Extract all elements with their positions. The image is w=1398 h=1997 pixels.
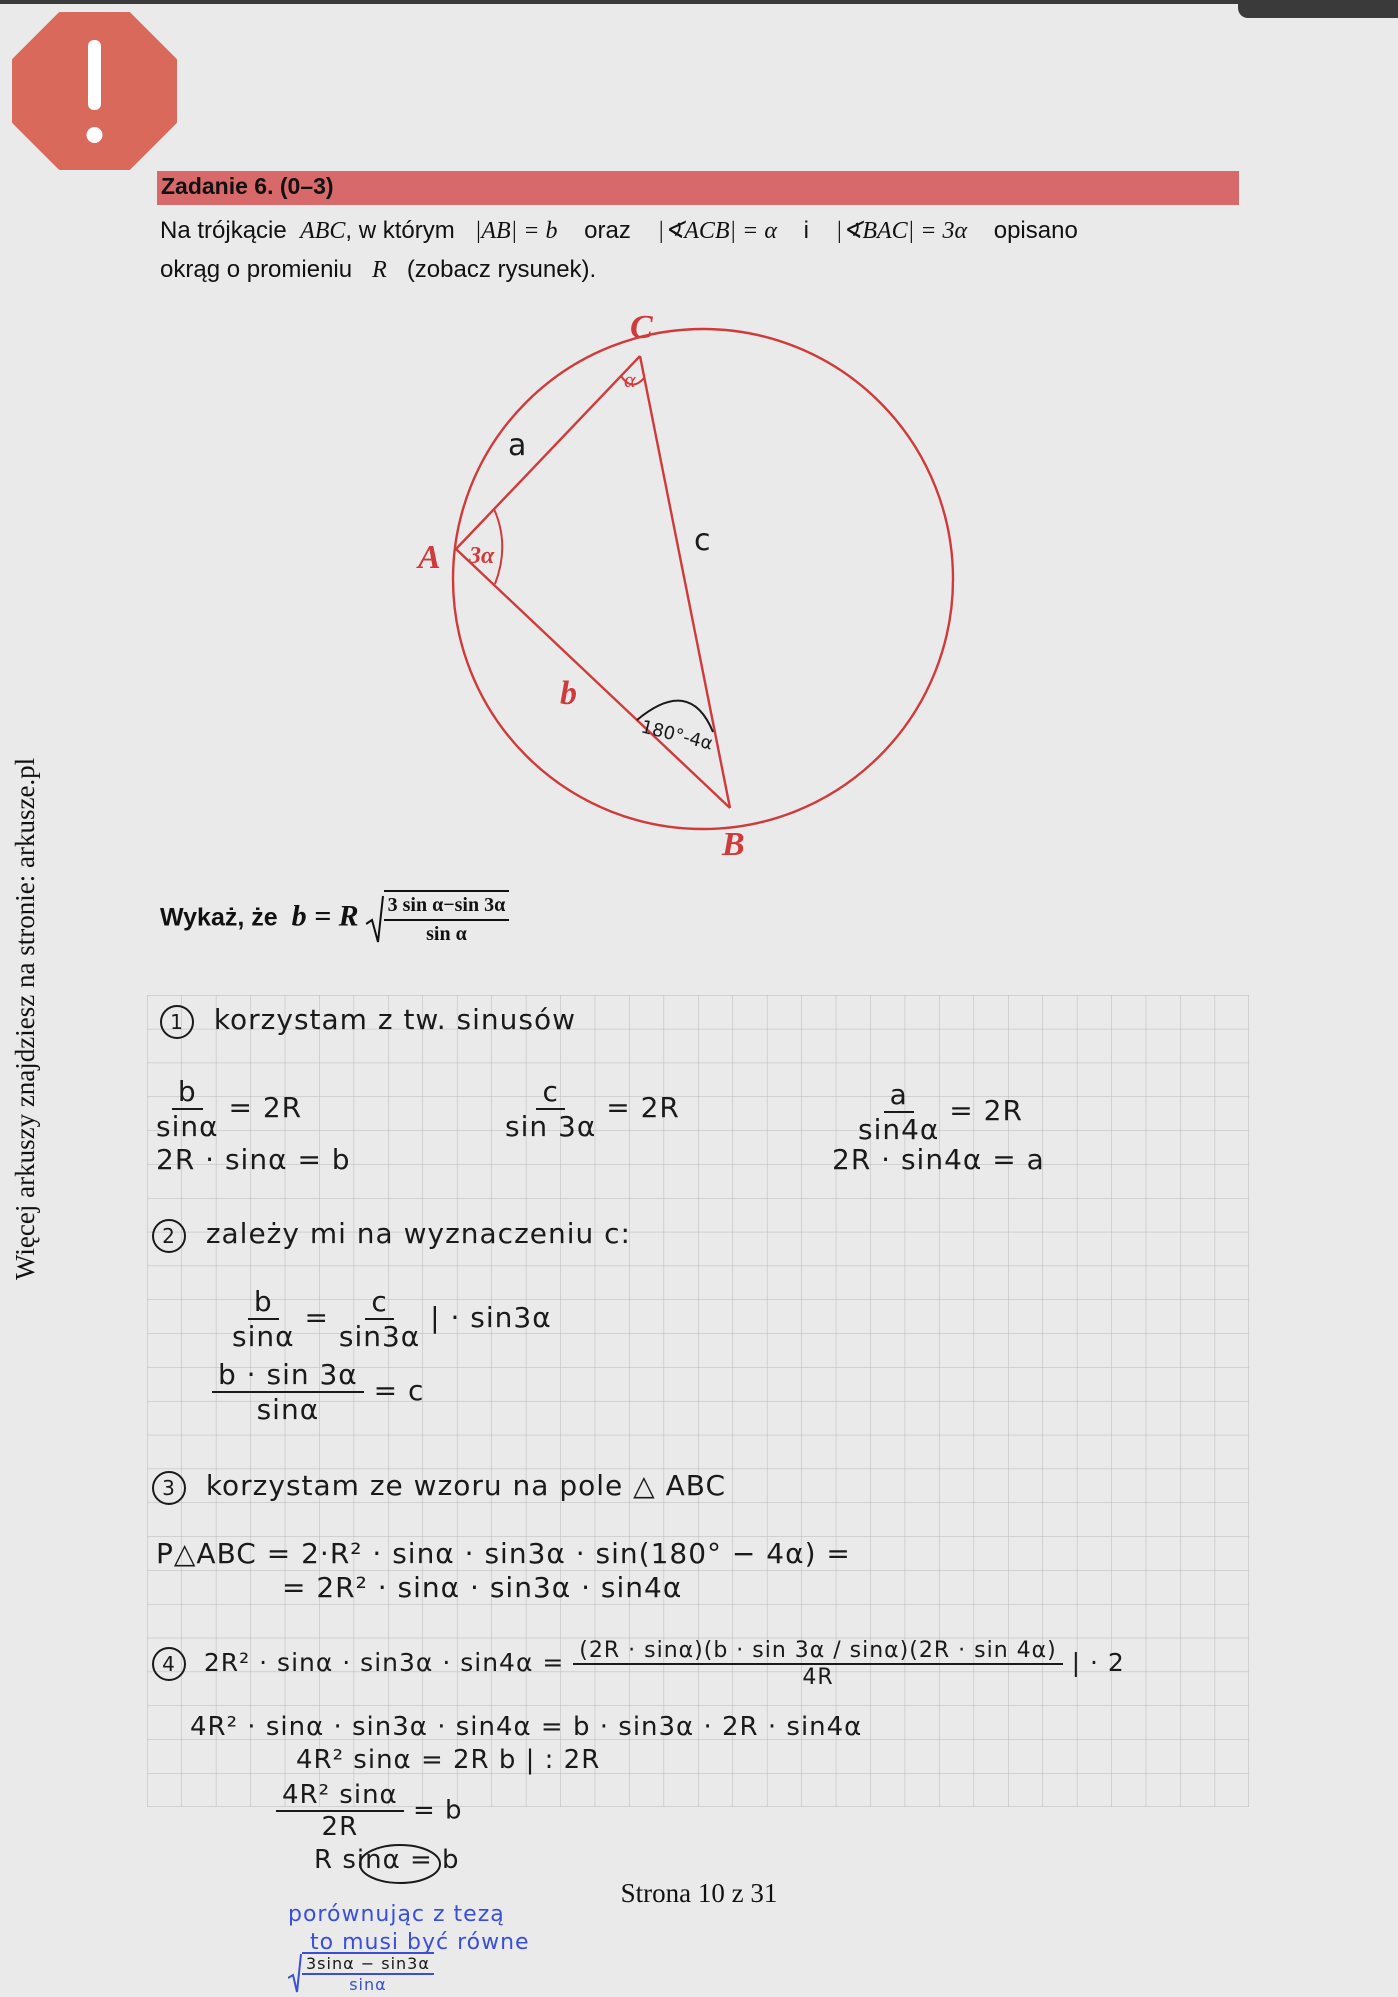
note-denominator: sinα bbox=[349, 1975, 387, 1994]
step-2 bbox=[152, 1217, 631, 1253]
step-4 bbox=[152, 1638, 1125, 1690]
sqrt-sign bbox=[366, 894, 384, 944]
side-note: Więcej arkuszy znajdziesz na stronie: arkusze.pl bbox=[10, 757, 40, 1280]
numerator: c bbox=[536, 1075, 564, 1110]
fraction bbox=[858, 1078, 939, 1146]
fraction bbox=[339, 1285, 420, 1353]
prove-numerator: 3 sin α−sin 3α bbox=[384, 892, 510, 921]
step-number: 4 bbox=[152, 1647, 186, 1681]
eq-3b: 2R · sin4α = a bbox=[832, 1143, 1045, 1176]
eq-11: R sinα = b bbox=[314, 1845, 460, 1875]
rhs: = 2R bbox=[606, 1091, 680, 1124]
note-sqrt bbox=[288, 1952, 434, 1994]
vertex-label-a: A bbox=[418, 539, 441, 576]
eq-1b: 2R · sinα = b bbox=[156, 1143, 351, 1176]
denominator: 4R bbox=[802, 1665, 834, 1690]
fraction bbox=[232, 1285, 295, 1353]
condition-acb: |∢ACB| = α bbox=[657, 218, 777, 244]
eq-10 bbox=[276, 1780, 463, 1842]
radius-symbol: R bbox=[372, 257, 387, 283]
hw-side-a: a bbox=[508, 428, 527, 463]
numerator: b bbox=[172, 1075, 203, 1110]
condition-ab: |AB| = b bbox=[474, 218, 558, 244]
text: Na trójkącie bbox=[160, 217, 287, 244]
note-numerator: 3sinα − sin3α bbox=[302, 1954, 434, 1975]
text: opisano bbox=[993, 217, 1078, 244]
denominator: sinα bbox=[232, 1320, 295, 1353]
text: (zobacz rysunek). bbox=[406, 256, 597, 283]
fraction bbox=[573, 1638, 1062, 1690]
step-rhs: | · 2 bbox=[1071, 1648, 1125, 1677]
step-1 bbox=[160, 1003, 576, 1039]
circumcircle bbox=[453, 329, 953, 829]
vertex-label-b: B bbox=[722, 826, 745, 863]
denominator: sin 3α bbox=[505, 1110, 597, 1143]
numerator: c bbox=[365, 1285, 393, 1320]
text: , w którym bbox=[345, 217, 455, 244]
rhs: = 2R bbox=[949, 1094, 1023, 1127]
prove-lhs: b = R bbox=[291, 899, 359, 933]
numerator: (2R · sinα)(b · sin 3α / sinα)(2R · sin 4α) bbox=[573, 1638, 1062, 1665]
note-line-2: to musi być równe bbox=[310, 1930, 530, 1955]
denominator: 2R bbox=[321, 1812, 359, 1842]
step-number: 3 bbox=[152, 1471, 186, 1505]
denominator: sinα bbox=[256, 1393, 320, 1426]
numerator: 4R² sinα bbox=[276, 1780, 404, 1812]
hw-angle-b: 180°-4α bbox=[638, 716, 715, 755]
fraction bbox=[505, 1075, 596, 1143]
numerator: b bbox=[248, 1285, 279, 1320]
denominator: sin3α bbox=[338, 1320, 421, 1353]
task-title: Zadanie 6. (0–3) bbox=[161, 173, 334, 199]
note-line-1: porównując z tezą bbox=[288, 1902, 505, 1927]
vertex-label-c: C bbox=[630, 309, 653, 346]
step-text: korzystam z tw. sinusów bbox=[213, 1003, 577, 1036]
step-lhs: 2R² · sinα · sin3α · sin4α = bbox=[203, 1648, 565, 1677]
prove-fraction bbox=[384, 890, 510, 948]
text: oraz bbox=[584, 217, 631, 244]
angle-label-a: 3α bbox=[469, 543, 495, 569]
eq-2 bbox=[505, 1075, 680, 1143]
denominator: sinα bbox=[156, 1110, 219, 1143]
rhs: = b bbox=[412, 1795, 463, 1826]
triangle-name: ABC bbox=[300, 218, 346, 244]
denominator: sin4α bbox=[858, 1113, 940, 1146]
step-text: korzystam ze wzoru na pole △ ABC bbox=[205, 1469, 727, 1502]
prove-label: Wykaż, że bbox=[160, 903, 278, 932]
numerator: b · sin 3α bbox=[212, 1358, 364, 1393]
numerator: a bbox=[884, 1078, 914, 1113]
eq-6: P△ABC = 2·R² · sinα · sin3α · sin(180° − 4α) = bbox=[156, 1537, 851, 1570]
angle-arc-a bbox=[494, 509, 502, 584]
step-number: 1 bbox=[160, 1005, 194, 1039]
side-ca bbox=[456, 356, 640, 549]
text: i bbox=[803, 217, 809, 244]
eq-3 bbox=[858, 1078, 1023, 1146]
fraction bbox=[156, 1075, 219, 1143]
equals: = bbox=[304, 1301, 329, 1334]
eq-5 bbox=[212, 1358, 424, 1426]
prove-statement bbox=[160, 890, 509, 948]
condition-bac: |∢BAC| = 3α bbox=[835, 218, 968, 244]
prove-denominator: sin α bbox=[426, 923, 467, 945]
hw-side-c: c bbox=[694, 523, 711, 558]
text: okrąg o promieniu bbox=[160, 256, 353, 283]
angle-label-c: α bbox=[624, 367, 636, 392]
step-3 bbox=[152, 1469, 726, 1505]
side-label-b: b bbox=[560, 675, 577, 712]
fraction bbox=[276, 1780, 404, 1842]
triangle-circle-figure bbox=[0, 0, 1398, 880]
eq-7: = 2R² · sinα · sin3α · sin4α bbox=[282, 1571, 683, 1604]
step-number: 2 bbox=[152, 1219, 186, 1253]
side-ab bbox=[456, 549, 730, 808]
eq-1 bbox=[156, 1075, 302, 1143]
step-text: zależy mi na wyznaczeniu c: bbox=[205, 1217, 631, 1250]
fraction bbox=[212, 1358, 364, 1426]
rhs: | · sin3α bbox=[430, 1301, 552, 1334]
eq-9: 4R² sinα = 2R b | : 2R bbox=[296, 1745, 601, 1775]
rhs: = c bbox=[373, 1374, 425, 1407]
page-footer: Strona 10 z 31 bbox=[620, 1878, 778, 1908]
sqrt-sign bbox=[288, 1952, 302, 1994]
note-fraction bbox=[302, 1952, 434, 1994]
eq-4 bbox=[232, 1285, 552, 1353]
eq-8: 4R² · sinα · sin3α · sin4α = b · sin3α · 2R · sin4α bbox=[190, 1712, 863, 1742]
rhs: = 2R bbox=[228, 1091, 303, 1124]
